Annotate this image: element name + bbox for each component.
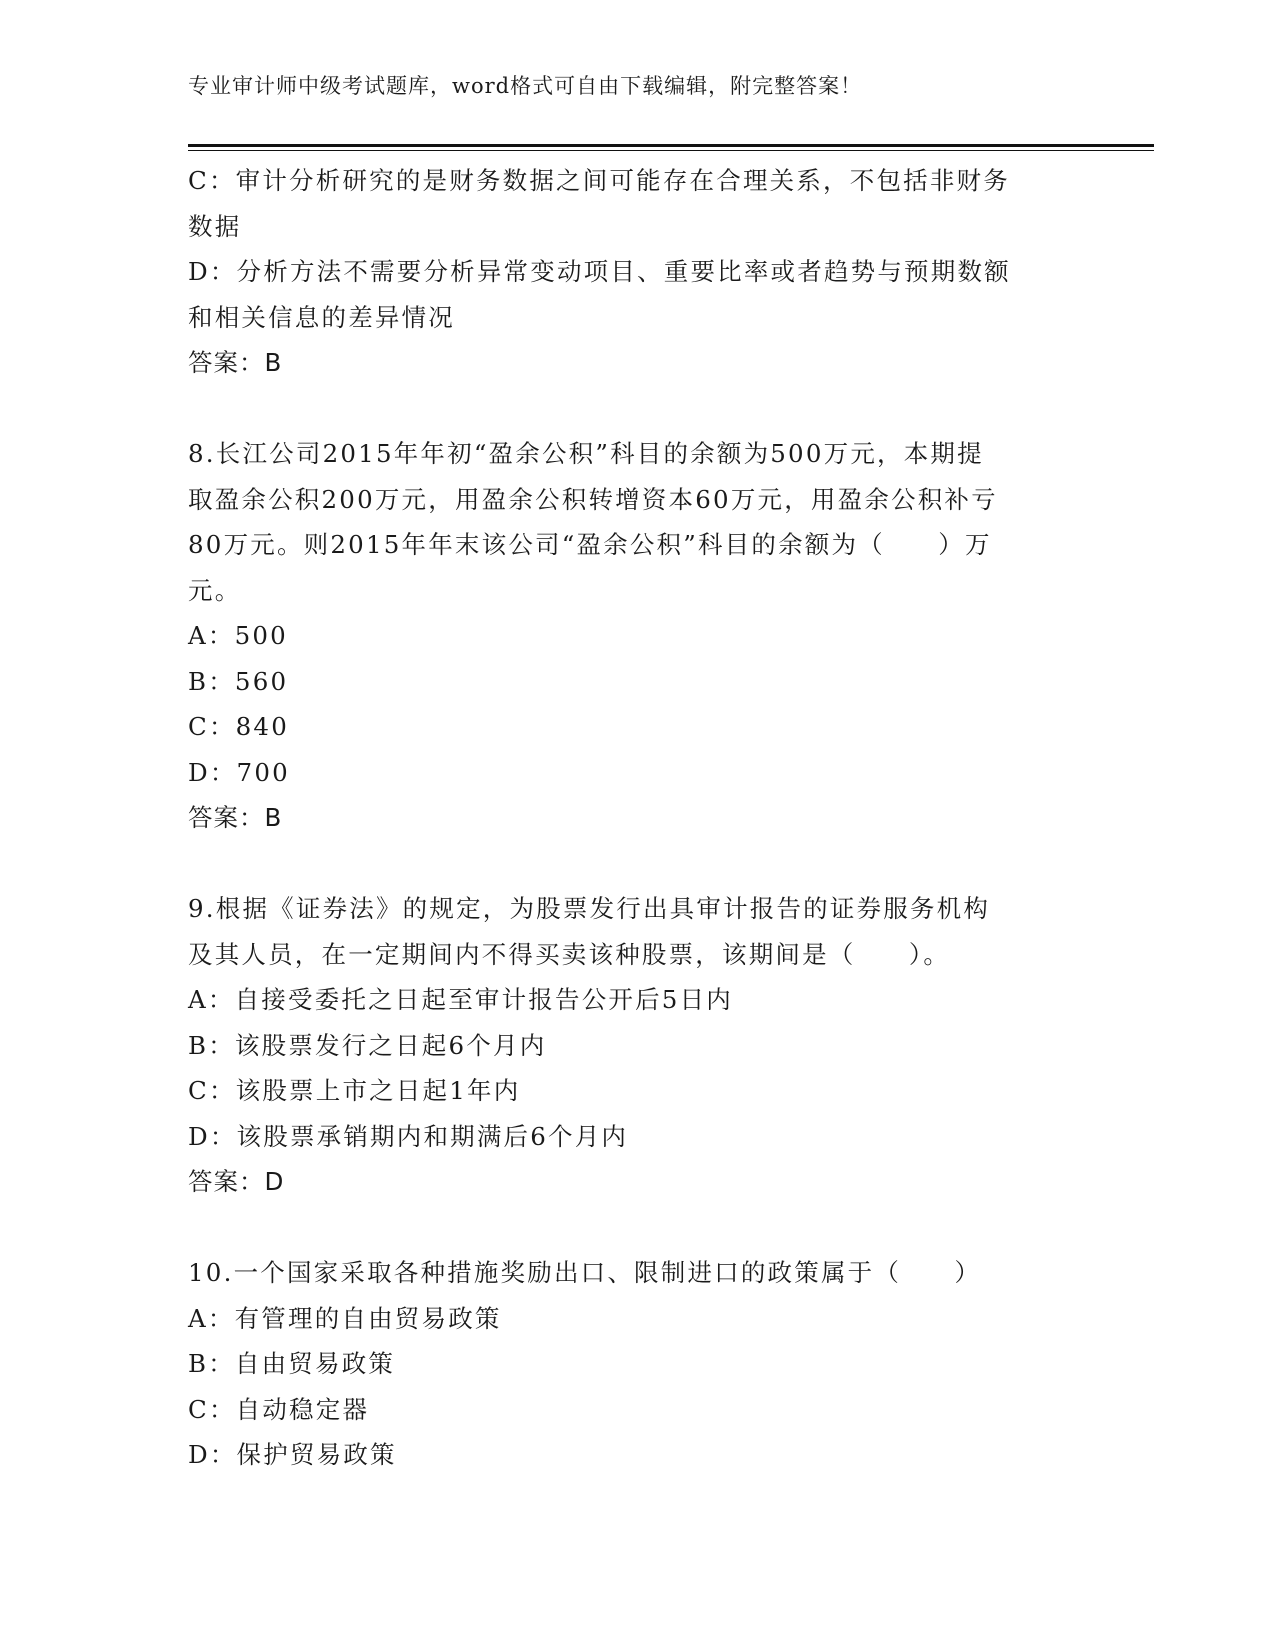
q7-option-d-cont: 和相关信息的差异情况	[188, 302, 455, 332]
question-10	[188, 1250, 1088, 1478]
q7-option-c: C：审计分析研究的是财务数据之间可能存在合理关系，不包括非财务	[188, 166, 1010, 195]
page-header: 专业审计师中级考试题库，word格式可自由下载编辑，附完整答案！	[188, 74, 863, 98]
q9-option-a: A：自接受委托之日起至审计报告公开后5日内	[188, 985, 733, 1014]
q9-option-c: C：该股票上市之日起1年内	[188, 1076, 521, 1105]
q8-answer: 答案：B	[188, 803, 283, 832]
spacer	[188, 1205, 1088, 1251]
question-9	[188, 886, 1088, 1205]
q9-stem-line-2: 及其人员，在一定期间内不得买卖该种股票，该期间是（ ）。	[188, 939, 951, 969]
q10-stem-line-1: 10.一个国家采取各种措施奖励出口、限制进口的政策属于（ ）	[188, 1258, 982, 1287]
q7-option-c-cont: 数据	[188, 211, 242, 241]
q9-answer: 答案：D	[188, 1167, 285, 1196]
question-8	[188, 431, 1088, 841]
q8-option-d: D：700	[188, 757, 290, 787]
q9-option-b: B：该股票发行之日起6个月内	[188, 1030, 547, 1060]
q10-option-b: B：自由贸易政策	[188, 1349, 396, 1378]
spacer	[188, 386, 1088, 432]
q8-option-b: B：560	[188, 666, 289, 696]
q7-answer: 答案：B	[188, 348, 283, 377]
q8-stem-line-2: 取盈余公积200万元，用盈余公积转增资本60万元，用盈余公积补亏	[188, 484, 998, 514]
q8-stem-line-1: 8.长江公司2015年年初“盈余公积”科目的余额为500万元，本期提	[188, 439, 984, 468]
spacer	[188, 841, 1088, 887]
q9-stem-line-1: 9.根据《证券法》的规定，为股票发行出具审计报告的证券服务机构	[188, 894, 991, 923]
question-7	[188, 158, 1088, 386]
q9-option-d: D：该股票承销期内和期满后6个月内	[188, 1121, 629, 1151]
q8-option-c: C：840	[188, 712, 290, 741]
q10-option-a: A：有管理的自由贸易政策	[188, 1303, 502, 1333]
document-body	[188, 158, 1088, 1478]
q10-option-c: C：自动稳定器	[188, 1394, 370, 1424]
q10-option-d: D：保护贸易政策	[188, 1440, 397, 1469]
header-divider	[188, 144, 1154, 151]
q8-stem-line-3: 80万元。则2015年年末该公司“盈余公积”科目的余额为（ ）万	[188, 530, 992, 559]
q8-option-a: A：500	[188, 621, 288, 650]
q8-stem-line-4: 元。	[188, 575, 242, 605]
q7-option-d: D：分析方法不需要分析异常变动项目、重要比率或者趋势与预期数额	[188, 257, 1011, 286]
